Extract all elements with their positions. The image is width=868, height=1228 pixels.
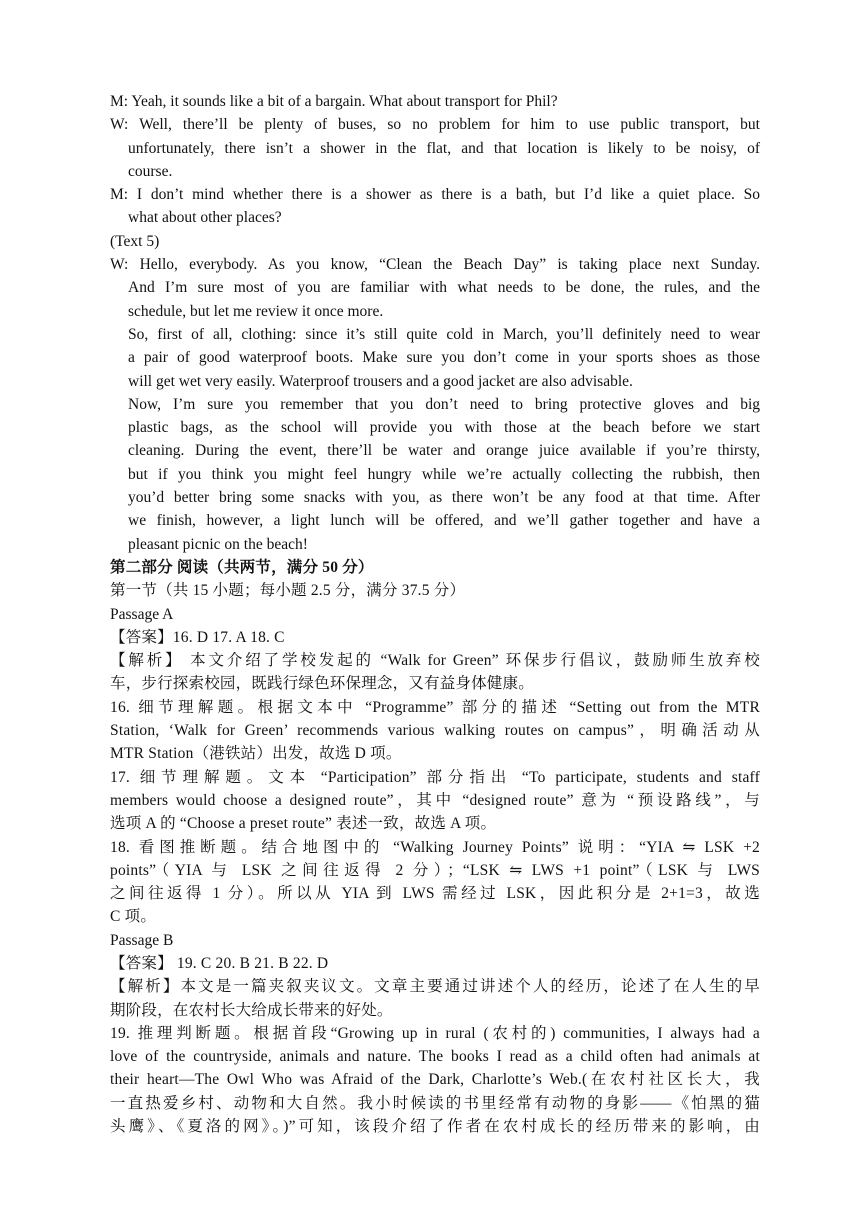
text-line: Passage B bbox=[110, 931, 174, 949]
text-line: 16. 细节理解题。根据文本中 “Programme” 部分的描述 “Setting out from the MTR bbox=[110, 698, 760, 716]
text-line: course. bbox=[128, 162, 173, 180]
text-line: 【解析】 本文介绍了学校发起的 “Walk for Green” 环保步行倡议，鼓励师生放弃校 bbox=[110, 652, 760, 670]
text-line: Station, ‘Walk for Green’ recommends various walking routes on campus”，明确活动从 bbox=[110, 722, 760, 740]
text-line: W: Well, there’ll be plenty of buses, so no problem for him to use public transport, but bbox=[110, 116, 760, 134]
text-line: pleasant picnic on the beach! bbox=[128, 535, 308, 553]
text-line: cleaning. During the event, there’ll be water and orange juice available if you’re thirsty, bbox=[128, 442, 760, 460]
text-line: C 项。 bbox=[110, 908, 157, 926]
text-line: plastic bags, as the school will provide you with those at the beach before we start bbox=[128, 419, 760, 437]
text-line: but if you think you might feel hungry while we’re actually collecting the rubbish, then bbox=[128, 465, 760, 483]
text-line: 【答案】16. D 17. A 18. C bbox=[110, 628, 285, 646]
text-line: what about other places? bbox=[128, 209, 282, 227]
text-line: Passage A bbox=[110, 605, 174, 623]
text-line: 一直热爱乡村、动物和大自然。我小时候读的书里经常有动物的身影——《怕黑的猫 bbox=[110, 1094, 760, 1112]
text-line: you’d better bring some snacks with you, as there won’t be any food at that time. After bbox=[128, 489, 760, 507]
text-line: will get wet very easily. Waterproof trousers and a good jacket are also advisable. bbox=[128, 372, 633, 390]
text-line: a pair of good waterproof boots. Make sure you don’t come in your sports shoes as those bbox=[128, 349, 760, 367]
text-line: 选项 A 的 “Choose a preset route” 表述一致，故选 A 项。 bbox=[110, 815, 497, 833]
text-line: unfortunately, there isn’t a shower in the flat, and that location is likely to be noisy, of bbox=[128, 139, 760, 157]
text-line: So, first of all, clothing: since it’s still quite cold in March, you’ll definitely need to wear bbox=[128, 325, 760, 343]
text-line: And I’m sure most of you are familiar with what needs to be done, the rules, and the bbox=[128, 279, 760, 297]
text-line: M: I don’t mind whether there is a shower as there is a bath, but I’d like a quiet place. So bbox=[110, 186, 760, 204]
text-line: 头鹰》、《夏洛的网》。)”可知，该段介绍了作者在农村成长的经历带来的影响，由 bbox=[110, 1118, 760, 1136]
text-line: 【解析】本文是一篇夹叙夹议文。文章主要通过讲述个人的经历，论述了在人生的早 bbox=[110, 978, 760, 996]
text-line: 18. 看图推断题。结合地图中的 “Walking Journey Points” 说明：“YIA ⇋ LSK +2 bbox=[110, 838, 760, 856]
text-line: members would choose a designed route”，其中 “designed route” 意为 “预设路线”，与 bbox=[110, 791, 760, 809]
text-line: Now, I’m sure you remember that you don’t need to bring protective gloves and big bbox=[128, 395, 760, 413]
text-line: 17. 细节理解题。文本 “Participation” 部分指出 “To participate, students and staff bbox=[110, 768, 760, 786]
text-line: their heart—The Owl Who was Afraid of the Dark, Charlotte’s Web.(在农村社区长大，我 bbox=[110, 1071, 760, 1089]
text-line: points”（YIA 与 LSK 之间往返得 2 分）；“LSK ⇋ LWS +1 point”（LSK 与 LWS bbox=[110, 861, 760, 879]
text-line: 19. 推理判断题。根据首段“Growing up in rural (农村的) communities, I always had a bbox=[110, 1024, 760, 1042]
text-line: 车，步行探索校园，既践行绿色环保理念，又有益身体健康。 bbox=[110, 675, 534, 693]
text-line: we finish, however, a light lunch will be offered, and we’ll gather together and have a bbox=[128, 512, 760, 530]
text-line: 第二部分 阅读（共两节，满分 50 分） bbox=[110, 558, 374, 576]
text-line: love of the countryside, animals and nature. The books I read as a child often had animals at bbox=[110, 1048, 760, 1066]
text-line: 期阶段，在农村长大给成长带来的好处。 bbox=[110, 1001, 393, 1019]
text-line: 第一节（共 15 小题；每小题 2.5 分，满分 37.5 分） bbox=[110, 582, 466, 600]
text-line: (Text 5) bbox=[110, 232, 160, 250]
text-line: 【答案】 19. C 20. B 21. B 22. D bbox=[110, 954, 329, 972]
document-page bbox=[110, 90, 760, 1138]
text-line: W: Hello, everybody. As you know, “Clean the Beach Day” is taking place next Sunday. bbox=[110, 256, 760, 274]
text-line: MTR Station（港铁站）出发，故选 D 项。 bbox=[110, 745, 402, 763]
text-line: 之间往返得 1 分）。所以从 YIA 到 LWS 需经过 LSK，因此积分是 2+1=3，故选 bbox=[110, 885, 760, 903]
text-line: M: Yeah, it sounds like a bit of a bargain. What about transport for Phil? bbox=[110, 93, 558, 110]
text-line: schedule, but let me review it once more. bbox=[128, 302, 384, 320]
